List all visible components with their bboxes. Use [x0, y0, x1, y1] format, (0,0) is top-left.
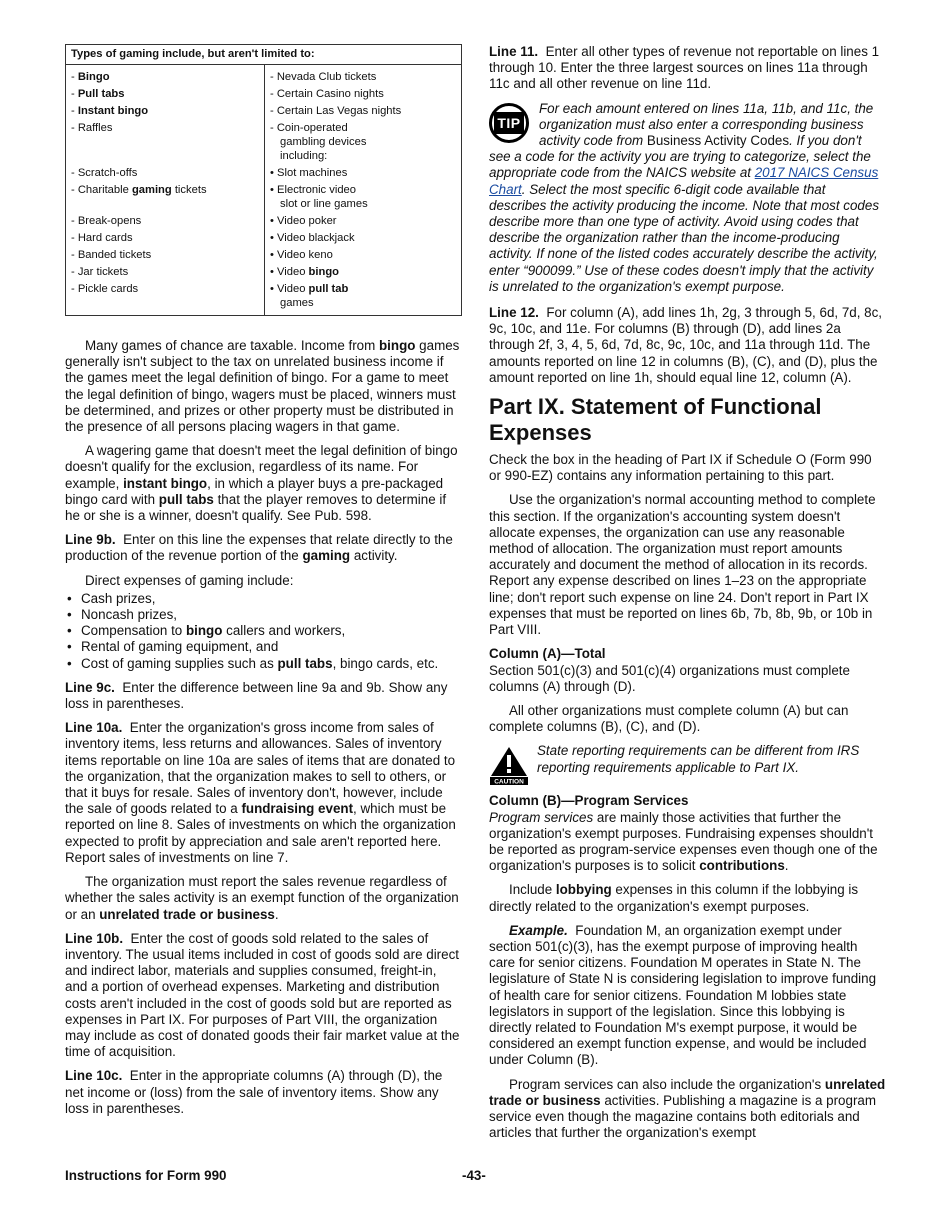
left-column	[65, 44, 462, 1125]
table-cell: • Video keno	[270, 249, 333, 261]
paragraph: Section 501(c)(3) and 501(c)(4) organizations must complete columns (A) through (D).	[489, 662, 850, 694]
paragraph: All other organizations must complete column (A) but can complete columns (B), (C), and (D).	[489, 702, 849, 735]
table-cell: - Scratch-offs	[66, 165, 265, 182]
table-row	[66, 213, 462, 230]
line-11: Line 11. Enter all other types of revenue not reportable on lines 1 through 10. Enter the three largest sources on lines 11a through 11c and all other revenue on line 11d.	[489, 44, 880, 92]
tip-box	[489, 101, 886, 295]
table-cell: - Certain Casino nights	[270, 88, 384, 100]
paragraph: Direct expenses of gaming include:	[85, 572, 294, 588]
page-footer	[65, 1168, 886, 1184]
table-cell: • Video bingo	[270, 266, 339, 278]
line-9b: Line 9b. Enter on this line the expenses that relate directly to the production of the revenue portion of the gaming activity.	[65, 532, 453, 564]
table-cell: - Certain Las Vegas nights	[270, 105, 402, 117]
list-item: • Cost of gaming supplies such as pull tabs, bingo cards, etc.	[65, 656, 462, 672]
paragraph: The organization must report the sales revenue regardless of whether the sales activity is an exempt function of the organization or an unrelated trade or business.	[65, 874, 459, 922]
table-cell: • Video poker	[270, 215, 337, 227]
caution-icon	[489, 745, 529, 785]
table-cell: - Pull tabs	[66, 86, 265, 103]
column-a-heading: Column (A)—Total	[489, 646, 606, 662]
table-cell: • Video pull tab games	[270, 283, 349, 309]
list-item: • Compensation to bingo callers and workers,	[65, 623, 462, 639]
caution-box	[489, 743, 886, 786]
table-cell: - Jar tickets	[66, 264, 265, 281]
table-row	[66, 86, 462, 103]
right-column	[489, 44, 886, 1149]
line-10b: Line 10b. Enter the cost of goods sold related to the sales of inventory. The usual items included in cost of goods sold are direct and indirect labor, materials and supplies consumed, freight-in, and a portion of overhead expenses. Marketing and distribution costs aren't included in the cost of goods sold but are reported as expenses in Part IX. For purposes of Part VIII, the organization may include as cost of donated goods their fair market value at the time of acquisition.	[65, 930, 460, 1060]
page-number: -43-	[462, 1168, 486, 1183]
list-item: • Rental of gaming equipment, and	[65, 639, 462, 655]
table-row	[66, 165, 462, 182]
list-item: • Noncash prizes,	[65, 607, 462, 623]
table-cell: • Slot machines	[270, 167, 348, 179]
line-12: Line 12. For column (A), add lines 1h, 2g, 3 through 5, 6d, 7d, 8c, 9c, 10c, and 11e. For columns (B) through (D), add lines 2a through 2f, 3, 4, 5, 6d, 7d, 8c, 9c, 10c, and 11a through 11d. The amounts reported on line 12 in columns (B), (C), and (D), plus the amount reported on line 1h, should equal line 12, column (A).	[489, 305, 883, 385]
table-row	[66, 281, 462, 316]
tip-icon: TIP	[489, 103, 529, 143]
table-cell: - Charitable gaming tickets	[66, 182, 265, 213]
table-cell: - Banded tickets	[66, 247, 265, 264]
paragraph: Program services are mainly those activities that further the organization's exempt purposes. Fundraising expenses shouldn't be reported as program-service expenses even though one of the organization's purposes is to solicit contributions.	[489, 809, 878, 874]
paragraph: A wagering game that doesn't meet the legal definition of bingo doesn't qualify for the exclusion, regardless of its name. For example, instant bingo, in which a player buys a pre-packaged bingo card with pull tabs that the player removes to determine if he or she is a winner, doesn't qualify. See Pub. 598.	[65, 443, 458, 524]
paragraph: Many games of chance are taxable. Income from bingo games generally isn't subject to the tax on unrelated business income if the games meet the legal definition of bingo. For a game to meet the legal definition of bingo, wagers must be placed, winners must be determined, and prizes or other property must be distributed in the presence of all persons placing wagers in that game.	[65, 338, 460, 435]
table-row	[66, 230, 462, 247]
caution-text: State reporting requirements can be different from IRS reporting requirements applicable to Part IX.	[537, 743, 860, 775]
example: Example. Foundation M, an organization exempt under section 501(c)(3), has the exempt purpose of improving health care for senior citizens. Foundation M operates in State N. The legislature of State N is considering legislation to improve funding of health care for senior citizens. Foundation M lobbies state legislators in support of the legislation. Since this lobbying is directly related to Foundation M's exempt purpose, it would be considered an exempt function expense, and would be included under Column (B).	[489, 922, 877, 1068]
table-cell: • Electronic video slot or line games	[270, 184, 368, 210]
paragraph: Check the box in the heading of Part IX if Schedule O (Form 990 or 990-EZ) contains any information pertaining to this part.	[489, 452, 872, 484]
table-cell: - Bingo	[66, 65, 265, 86]
table-cell: - Break-opens	[66, 213, 265, 230]
table-cell: - Raffles	[66, 120, 265, 165]
table-cell: - Hard cards	[66, 230, 265, 247]
table-header: Types of gaming include, but aren't limited to:	[66, 45, 462, 65]
table-cell: • Video blackjack	[270, 232, 355, 244]
paragraph: Use the organization's normal accounting method to complete this section. If the organization's accounting system doesn't allocate expenses, the organization can use any reasonable method of allocation. The organization must report amounts accurately and document the method of allocation in its records. Report any expense described on lines 1–23 on the appropriate line; don't report such expense on line 24. Don't report in Part IX expenses that must be reported on lines 6b, 7b, 8b, 9b, or 10b in Part VIII.	[489, 492, 876, 638]
part-title: Part IX. Statement of Functional Expenses	[489, 394, 822, 446]
table-cell: - Coin-operated gambling devices including:	[270, 122, 367, 162]
bullet-list	[65, 591, 462, 672]
table-row	[66, 264, 462, 281]
table-row	[66, 182, 462, 213]
tip-text: For each amount entered on lines 11a, 11b, and 11c, the organization must also enter a corresponding business activity code from Business Activity Codes. If you don't see a code for the activity you are trying to categorize, select the appropriate code from the NAICS website at 2017 NAICS Census Chart. Select the most specific 6-digit code available that describes the activity producing the income. Note that most codes describe more than one type of activity. Avoid using codes that describe the organization rather than the income-producing activity. If none of the listed codes accurately describe the activity, enter “900099.” Use of these codes doesn't imply that the activity is unrelated to the organization's exempt purpose.	[489, 100, 880, 294]
table-cell: - Nevada Club tickets	[270, 71, 377, 83]
line-10a: Line 10a. Enter the organization's gross income from sales of inventory items, less returns and allowances. Sales of inventory items reportable on line 10a are sales of items that are donated to the organization, that the organization makes to sell to others, or that it buys for resale. Sales of inventory don't, however, include the sale of goods related to a fundraising event, which must be reported on line 8. Sales of investments on which the organization expected to profit by appreciation and sale aren't reported here. Report sales of investments on line 7.	[65, 720, 456, 865]
paragraph: Program services can also include the organization's unrelated trade or business activities. Publishing a magazine is a program service even though the magazine contains both editorials and articles that further the organization's exempt	[489, 1076, 886, 1141]
paragraph: Include lobbying expenses in this column if the lobbying is directly related to the organization's exempt purposes.	[489, 882, 859, 914]
table-row	[66, 65, 462, 86]
caution-label: CAUTION	[494, 778, 524, 786]
line-9c: Line 9c. Enter the difference between line 9a and 9b. Show any loss in parentheses.	[65, 679, 448, 712]
line-10c: Line 10c. Enter in the appropriate columns (A) through (D), the net income or (loss) from the sale of inventory items. Show any loss in parentheses.	[65, 1068, 443, 1116]
table-cell: - Instant bingo	[66, 103, 265, 120]
list-item: • Cash prizes,	[65, 591, 462, 607]
table-row	[66, 120, 462, 165]
footer-form-name: Instructions for Form 990	[65, 1168, 227, 1183]
table-row	[66, 103, 462, 120]
table-row	[66, 247, 462, 264]
column-b-heading: Column (B)—Program Services	[489, 793, 689, 809]
gaming-types-table	[65, 44, 462, 316]
table-cell: - Pickle cards	[66, 281, 265, 316]
